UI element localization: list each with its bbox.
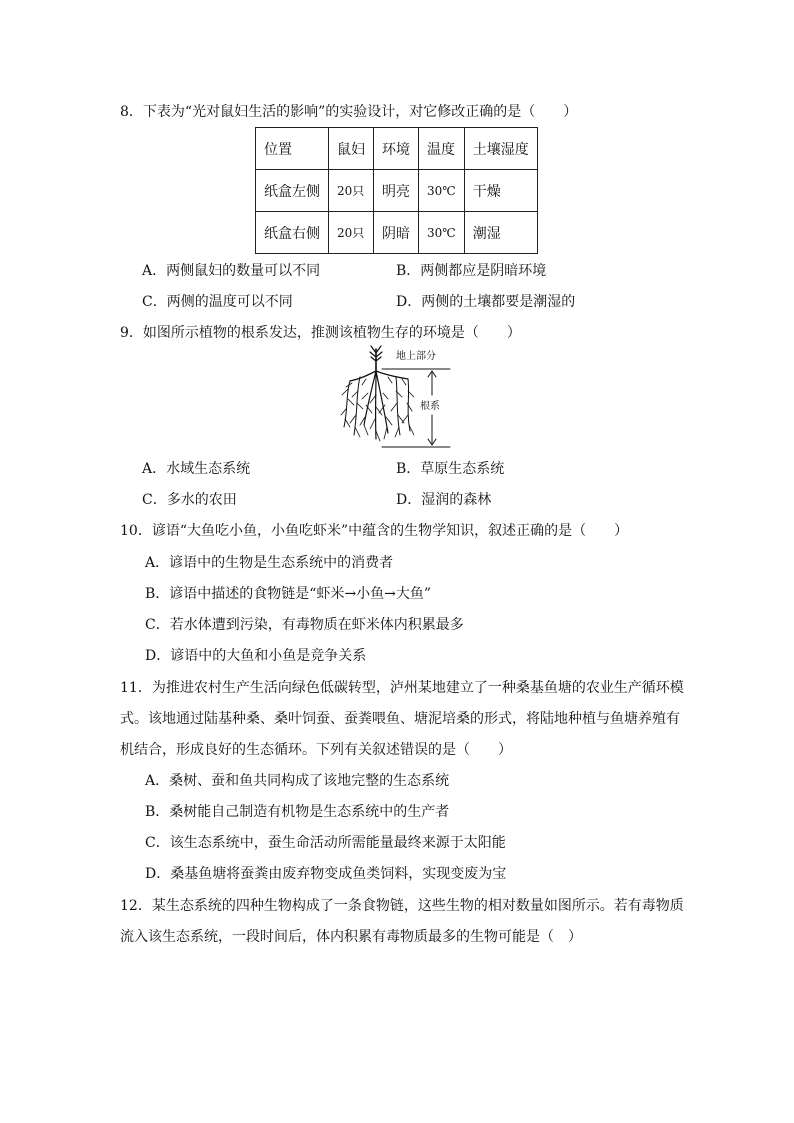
q11-option-c: C．该生态系统中，蚕生命活动所需能量最终来源于太阳能 xyxy=(145,835,506,851)
table-cell: 20只 xyxy=(329,212,374,254)
q12-stem-line1: 12．某生态系统的四种生物构成了一条食物链，这些生物的相对数量如图所示。若有毒物质 xyxy=(120,898,684,914)
table-cell: 纸盒左侧 xyxy=(256,170,329,212)
q9-option-a: A．水域生态系统 xyxy=(142,461,251,477)
table-row xyxy=(256,212,538,254)
q11-option-b: B．桑树能自己制造有机物是生态系统中的生产者 xyxy=(145,804,450,820)
table-cell: 20只 xyxy=(329,170,374,212)
label-above-ground: 地上部分 xyxy=(396,351,436,362)
table-cell: 干燥 xyxy=(464,170,537,212)
header-cell: 土壤湿度 xyxy=(464,128,537,170)
q8-table xyxy=(255,127,538,254)
header-cell: 温度 xyxy=(419,128,465,170)
q8-option-d: D．两侧的土壤都要是潮湿的 xyxy=(396,294,576,310)
table-cell: 30℃ xyxy=(419,170,465,212)
q11-option-d: D．桑基鱼塘将蚕粪由废弃物变成鱼类饲料，实现变废为宝 xyxy=(145,866,507,882)
q8-stem: 8．下表为“光对鼠妇生活的影响”的实验设计，对它修改正确的是（ ） xyxy=(120,104,578,120)
q8-option-a: A．两侧鼠妇的数量可以不同 xyxy=(142,263,321,279)
root-system-figure xyxy=(338,343,458,459)
q10-option-d: D．谚语中的大鱼和小鱼是竞争关系 xyxy=(145,648,367,664)
q8-option-c: C．两侧的温度可以不同 xyxy=(142,294,293,310)
q9-option-d: D．湿润的森林 xyxy=(396,492,492,508)
label-root-system: 根系 xyxy=(420,401,440,412)
header-cell: 鼠妇 xyxy=(329,128,374,170)
table-cell: 潮湿 xyxy=(464,212,537,254)
table-row xyxy=(256,170,538,212)
table-cell: 30℃ xyxy=(419,212,465,254)
q8-option-b: B．两侧都应是阴暗环境 xyxy=(396,263,547,279)
header-cell: 环境 xyxy=(374,128,419,170)
q10-option-a: A．谚语中的生物是生态系统中的消费者 xyxy=(145,555,394,571)
q11-stem-line1: 11．为推进农村生产生活向绿色低碳转型，泸州某地建立了一种桑基鱼塘的农业生产循环模 xyxy=(120,680,684,696)
table-cell: 明亮 xyxy=(374,170,419,212)
q10-option-c: C．若水体遭到污染，有毒物质在虾米体内积累最多 xyxy=(145,617,464,633)
q10-option-b: B．谚语中描述的食物链是“虾米→小鱼→大鱼” xyxy=(145,586,432,602)
header-cell: 位置 xyxy=(256,128,329,170)
root-system-illustration xyxy=(338,343,458,455)
table-cell: 纸盒右侧 xyxy=(256,212,329,254)
q9-option-c: C．多水的农田 xyxy=(142,492,237,508)
q9-option-b: B．草原生态系统 xyxy=(396,461,505,477)
q11-stem-line2: 式。该地通过陆基种桑、桑叶饲蚕、蚕粪喂鱼、塘泥培桑的形式，将陆地种植与鱼塘养殖有 xyxy=(120,711,680,727)
q10-stem: 10．谚语“大鱼吃小鱼，小鱼吃虾米”中蕴含的生物学知识，叙述正确的是（ ） xyxy=(120,523,629,539)
q9-stem: 9．如图所示植物的根系发达，推测该植物生存的环境是（ ） xyxy=(120,325,521,341)
table-cell: 阴暗 xyxy=(374,212,419,254)
q11-option-a: A．桑树、蚕和鱼共同构成了该地完整的生态系统 xyxy=(145,773,450,789)
q11-stem-line3: 机结合，形成良好的生态循环。下列有关叙述错误的是（ ） xyxy=(120,742,512,758)
q12-stem-line2: 流入该生态系统，一段时间后，体内积累有毒物质最多的生物可能是（ ） xyxy=(120,929,582,945)
table-header-row xyxy=(256,128,538,170)
